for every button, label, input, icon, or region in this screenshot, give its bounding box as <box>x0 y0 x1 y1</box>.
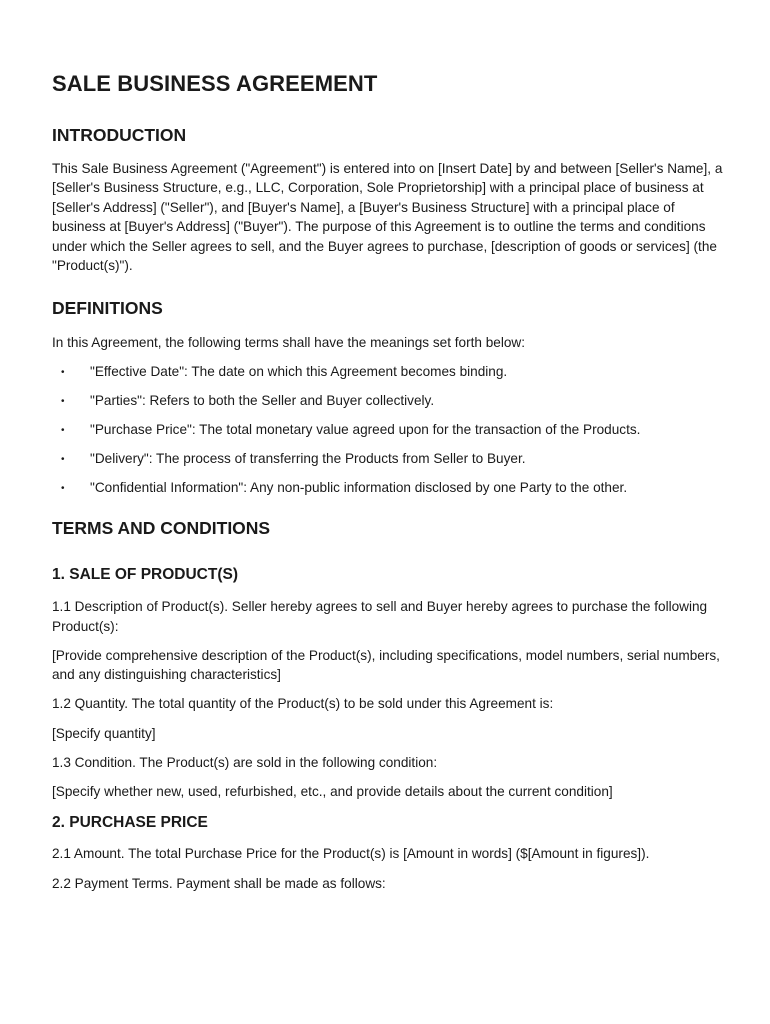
sale-of-products-heading: 1. SALE OF PRODUCT(S) <box>52 566 239 584</box>
clause-1-2-text: 1.2 Quantity. The total quantity of the Product(s) to be sold under this Agreement is: <box>52 696 554 712</box>
document-page <box>52 70 732 903</box>
definitions-list <box>52 362 732 497</box>
clause-2-1-text: 2.1 Amount. The total Purchase Price for the Product(s) is [Amount in words] ($[Amount in figures]). <box>52 846 650 862</box>
bullet-icon: • <box>61 366 65 378</box>
definition-text: "Confidential Information": Any non-public information disclosed by one Party to the other. <box>90 479 628 495</box>
purchase-price-heading: 2. PURCHASE PRICE <box>52 814 208 832</box>
document-title: SALE BUSINESS AGREEMENT <box>52 71 378 96</box>
bullet-icon: • <box>61 482 65 494</box>
quantity-placeholder: [Specify quantity] <box>52 725 156 741</box>
bullet-icon: • <box>61 424 65 436</box>
definition-item-delivery <box>52 449 732 468</box>
definition-item-effective-date <box>52 362 732 381</box>
definitions-heading: DEFINITIONS <box>52 298 163 319</box>
definitions-lead: In this Agreement, the following terms shall have the meanings set forth below: <box>52 335 526 351</box>
introduction-heading: INTRODUCTION <box>52 125 187 145</box>
definition-text: "Delivery": The process of transferring the Products from Seller to Buyer. <box>90 450 526 466</box>
definition-text: "Purchase Price": The total monetary value agreed upon for the transaction of the Products. <box>90 421 641 437</box>
definition-item-purchase-price <box>52 420 732 439</box>
terms-heading: TERMS AND CONDITIONS <box>52 518 271 539</box>
clause-1-3-text: 1.3 Condition. The Product(s) are sold in the following condition: <box>52 754 438 770</box>
bullet-icon: • <box>61 395 65 407</box>
clause-2-2-text: 2.2 Payment Terms. Payment shall be made as follows: <box>52 875 386 891</box>
definition-text: "Effective Date": The date on which this Agreement becomes binding. <box>90 363 508 379</box>
product-description-placeholder: [Provide comprehensive description of the Product(s), including specifications, model numbers, serial numbers, and any distinguishing characteristics] <box>52 647 720 683</box>
condition-placeholder: [Specify whether new, used, refurbished, etc., and provide details about the current condition] <box>52 784 613 800</box>
definition-text: "Parties": Refers to both the Seller and Buyer collectively. <box>90 392 435 408</box>
bullet-icon: • <box>61 453 65 465</box>
introduction-text: This Sale Business Agreement ("Agreement") is entered into on [Insert Date] by and between [Seller's Name], a [Seller's Business Structure, e.g., LLC, Corporation, Sole Proprietorship] with a principal place of business at [Seller's Address] ("Seller"), and [Buyer's Name], a [Buyer's Business Structure] with a principal place of business at [Buyer's Address] ("Buyer"). The purpose of this Agreement is to outline the terms and conditions under which the Seller agrees to sell, and the Buyer agrees to purchase, [description of goods or services] (the "Product(s)"). <box>52 161 723 274</box>
definition-item-confidential-information <box>52 478 732 497</box>
clause-1-1-text: 1.1 Description of Product(s). Seller hereby agrees to sell and Buyer hereby agrees to purchase the following Product(s): <box>52 599 708 634</box>
definition-item-parties <box>52 391 732 410</box>
